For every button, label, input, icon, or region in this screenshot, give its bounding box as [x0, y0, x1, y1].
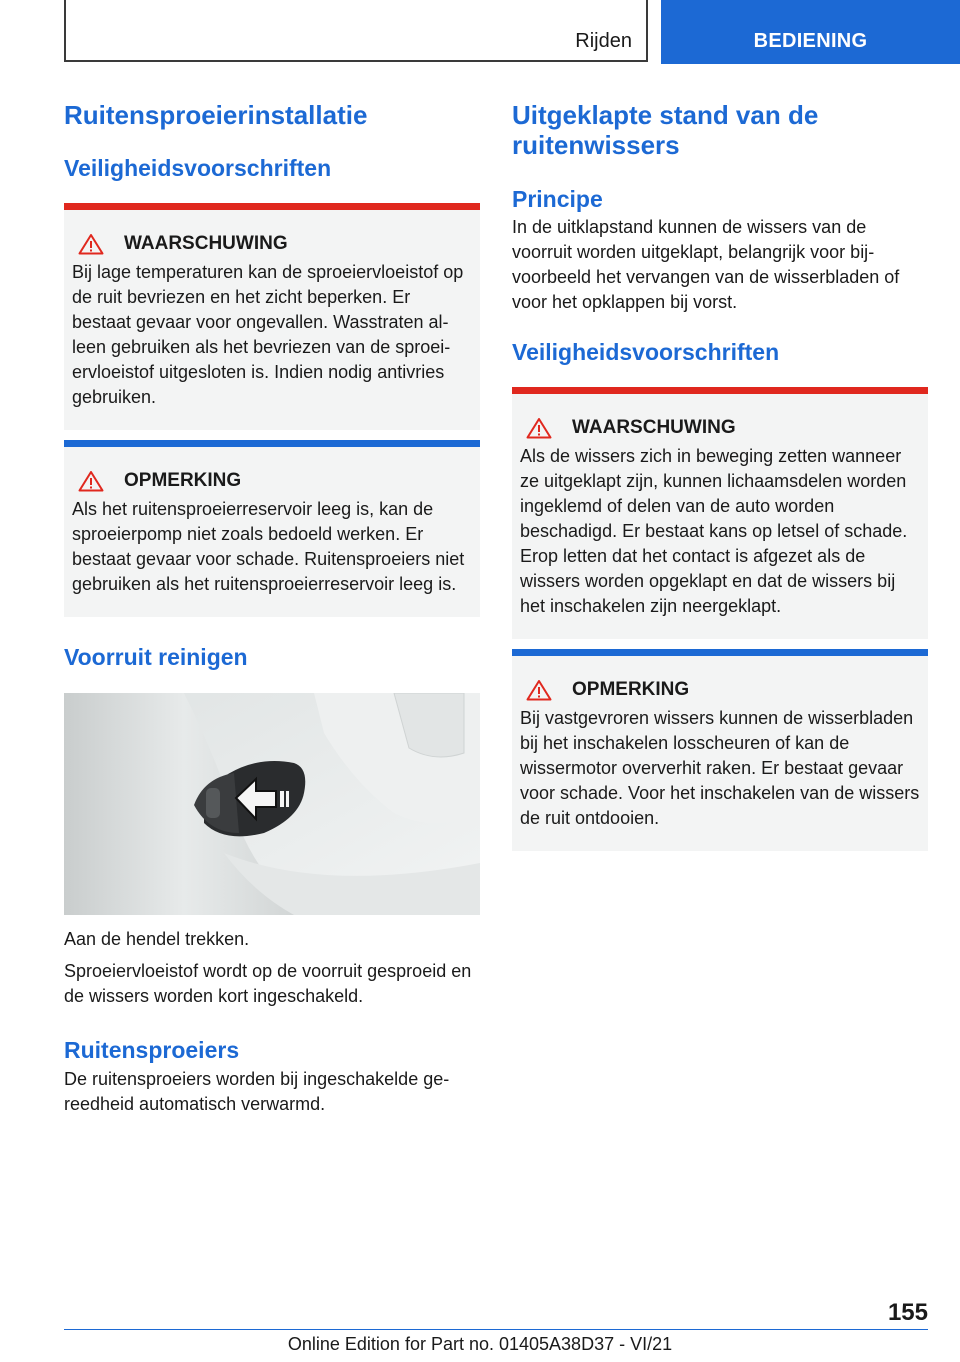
note-text: Als het ruitensproeierreservoir leeg is, kan de sproeierpomp niet zoals bedoeld werken. Er bestaat gevaar voor schade. Ruitensproeiers niet gebruiken als het ruitensproeierreservoir leeg is. — [72, 499, 465, 594]
note-label: OPMERKING — [124, 470, 242, 491]
warning-box-left — [64, 203, 480, 430]
step-spray-result: Sproeiervloeistof wordt op de voorruit gesproeid en de wissers worden kort ingeschakeld. — [64, 961, 472, 1006]
nozzles-heading: Ruitensproeiers — [64, 1037, 240, 1063]
section-title-wiper-position: Uitgeklapte stand van de ruitenwissers — [512, 100, 819, 160]
note-box-right — [512, 649, 928, 851]
warning-text: Als de wissers zich in beweging zetten wanneer ze uitgeklapt zijn, kunnen lichaamsdelen worden ingeklemd of delen van de auto worden beschadigd. Er bestaat kans op letsel of schade. Erop letten dat het contact is afgezet als de wissers worden opgeklapt en dat de wissers bij het inschakelen zijn neergeklapt. — [520, 446, 908, 616]
note-label: OPMERKING — [572, 679, 690, 700]
step-pull-lever: Aan de hendel trekken. — [64, 929, 250, 949]
warning-label: WAARSCHUWING — [572, 417, 736, 438]
safety-heading-left: Veiligheidsvoorschriften — [64, 155, 332, 181]
header-section-tab — [64, 0, 648, 62]
clean-windscreen-heading: Voorruit reinigen — [64, 644, 248, 670]
warning-header — [72, 232, 472, 256]
warning-triangle-icon — [78, 233, 104, 255]
header-chapter-tab — [661, 0, 960, 64]
wiper-lever-illustration — [64, 693, 480, 915]
principle-text: In de uitklapstand kunnen de wissers van de voorruit worden uitgeklapt, belangrijk voor bijvoorbeeld het vervangen van de wisserbladen of voor het opklappen bij vorst. — [512, 217, 900, 312]
warning-triangle-icon — [526, 679, 552, 701]
page-number: 155 — [887, 1299, 928, 1326]
right-column — [512, 100, 928, 851]
note-header — [520, 678, 920, 702]
warning-box-right — [512, 387, 928, 639]
safety-heading-right: Veiligheidsvoorschriften — [512, 339, 780, 365]
header-section-title: Rijden — [575, 30, 632, 52]
footer-divider — [64, 1329, 928, 1330]
header-chapter-title: BEDIENING — [753, 30, 868, 52]
principle-heading: Principe — [512, 186, 603, 212]
footer-edition: Online Edition for Part no. 01405A38D37 - VI/21 — [287, 1334, 673, 1354]
lever-pull-image — [64, 693, 480, 915]
nozzles-text: De ruitensproeiers worden bij ingeschakelde gereedheid automatisch verwarmd. — [64, 1069, 450, 1114]
warning-label: WAARSCHUWING — [124, 233, 288, 254]
warning-text: Bij lage temperaturen kan de sproeiervloeistof op de ruit bevriezen en het zicht beperken. Er bestaat gevaar voor ongevallen. Wasstraten alleen gebruiken als het bevriezen van de sproeiervloeistof uitgesloten is. Indien nodig antivries gebruiken. — [72, 262, 464, 407]
warning-header — [520, 416, 920, 440]
left-column — [64, 100, 480, 1117]
note-header — [72, 469, 472, 493]
section-title-washer: Ruitensproeierinstallatie — [64, 100, 368, 130]
note-box-left — [64, 440, 480, 617]
note-text: Bij vastgevroren wissers kunnen de wisserbladen bij het inschakelen losscheuren of kan de wissermotor oververhit raken. Er bestaat gevaar voor schade. Voor het inschakelen van de wissers de ruit ontdooien. — [520, 708, 920, 828]
warning-triangle-icon — [526, 417, 552, 439]
warning-triangle-icon — [78, 470, 104, 492]
